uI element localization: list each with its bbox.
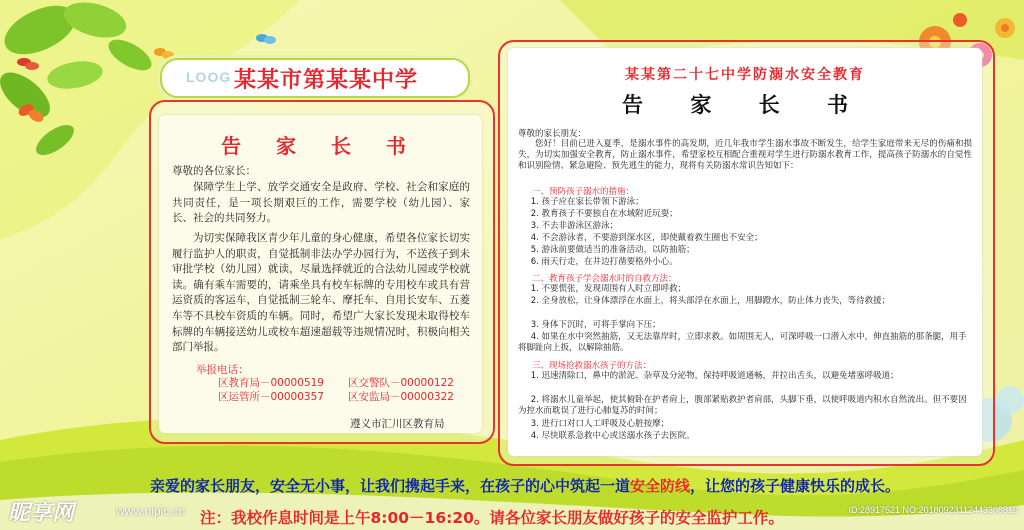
hotline-label: 举报电话： — [196, 364, 249, 376]
right-letter-greeting: 尊敬的家长朋友： — [518, 129, 587, 139]
hotline-row — [218, 390, 478, 404]
section-1-item: 3. 不去非游泳区游泳； — [530, 221, 619, 231]
section-2-item: 4. 如果在水中突然抽筋，又无法靠岸时，立即求救。如周围无人，可深呼吸一口潜入水中，伸直抽筋的那条腿，用手将脚趾向上扳，以解除抽筋。 — [518, 332, 967, 353]
watermark-url: www.nipic.cn — [116, 504, 186, 518]
right-letter-intro: 您好！目前已进入夏季，是溺水事件的高发期，近几年我市学生溺水事故不断发生，给学生家庭带来无尽的伤痛和损失，为切实加强安全教育，防止溺水事件，希望家校互相配合重视对学生进行防溺水教育工作，提高孩子防溺水的自觉性和识别险情、紧急避险、预先逃生的能力，现将有关防溺水常识告知如下： — [518, 139, 972, 171]
section-1-item: 5. 游泳前要做适当的准备活动，以防抽筋； — [530, 245, 695, 255]
left-letter-paragraph-2: 为切实保障我区青少年儿童的身心健康，希望各位家长切实履行监护人的职责，自觉抵制非法办学办园行为，不送孩子到未审批学校（幼儿园）就读，尽量选择就近的合法幼儿园或学校就读。确有乘车需要的，请乘坐具有校车标牌的专用校车或具有营运资质的客运车，自觉抵制三轮车、摩托车、自用长安车、五菱车等不具校车资质的车辆。同时，希望广大家长发现未取得校车标牌的车辆接送幼儿或校车超速超载等违规情况时，积极向相关部门举报。 — [172, 232, 470, 354]
school-name-badge — [160, 58, 470, 98]
watermark-brand: 昵享网 — [8, 501, 75, 526]
hotline-number: 区运管所－00000357 — [218, 391, 324, 403]
section-2-item: 3. 身体下沉时，可将手掌向下压； — [530, 320, 661, 330]
right-letter-subtitle: 某某第二十七中学防溺水安全教育 — [625, 67, 865, 83]
left-letter-title: 告 家 长 书 — [221, 134, 420, 158]
section-2-item: 1. 不要慌张，发现周围有人时立即呼救； — [530, 284, 687, 294]
footer-message-highlight: 安全防线 — [630, 477, 691, 495]
right-letter-title: 告 家 长 书 — [622, 93, 868, 117]
section-2-title: 二、教育孩子学会溺水时的自救方法： — [532, 274, 677, 284]
section-1-title: 一、预防孩子溺水的措施： — [532, 187, 635, 197]
hotline-number: 区交警队－00000122 — [348, 377, 454, 389]
hotline-number: 区教育局－00000519 — [218, 377, 324, 389]
section-1-item: 4. 不会游泳者，不要游到深水区，即使戴着救生圈也不安全； — [530, 233, 763, 243]
school-logo: LOOG — [186, 69, 232, 85]
hotline-list — [218, 376, 478, 404]
school-name: 某某市第某某中学 — [234, 68, 419, 93]
section-3-title: 三、现场抢救溺水孩子的方法： — [532, 361, 652, 371]
schedule-notice: 注：我校作息时间是上午8:00－16:20。请各位家长朋友做好孩子的安全监护工作。 — [200, 509, 784, 527]
left-letter-greeting: 尊敬的各位家长： — [172, 165, 256, 177]
hotline-number: 区安监局－00000322 — [348, 391, 454, 403]
image-id-mark: ID:28917521 NO:20180923112443308819 — [848, 505, 1018, 515]
section-3-item: 4. 尽快联系急救中心或送溺水孩子去医院。 — [530, 431, 695, 441]
footer-message-part-2: ，让您的孩子健康快乐的成长。 — [690, 477, 901, 495]
hotline-row — [218, 376, 478, 390]
section-1-item: 6. 雨天行走，在井边打凿要格外小心。 — [530, 257, 678, 267]
left-letter-paragraph-1: 保障学生上学、放学交通安全是政府、学校、社会和家庭的共同责任，是一项长期艰巨的工作，需要学校（幼儿园）、家长、社会的共同努力。 — [172, 181, 470, 225]
section-1-item: 2. 教育孩子不要独自在水域附近玩耍； — [530, 209, 678, 219]
section-1-item: 1. 孩子应在家长带领下游泳； — [530, 197, 644, 207]
footer-message — [150, 475, 970, 496]
section-3-item: 3. 进行口对口人工呼吸及心脏按摩； — [530, 419, 670, 429]
footer-message-part-1: 亲爱的家长朋友，安全无小事，让我们携起手来，在孩子的心中筑起一道 — [150, 477, 631, 495]
section-2-item: 2. 全身放松，让身体漂浮在水面上，将头部浮在水面上，用脚蹬水，防止体力丧失，等待救援； — [530, 296, 891, 306]
section-3-item: 1. 迅速清除口，鼻中的淤泥、杂草及分泌物，保持呼吸道通畅，并拉出舌头，以避免堵塞呼吸道； — [530, 371, 899, 381]
section-3-item: 2. 将溺水儿童举起，使其俯卧在护者肩上，腹部紧贴救护者肩部，头脚下垂，以使呼吸道内积水自然流出。但不要因为控水而耽误了进行心肺复苏的时间； — [518, 395, 967, 416]
left-letter-signature: 遵义市汇川区教育局 — [350, 418, 445, 430]
